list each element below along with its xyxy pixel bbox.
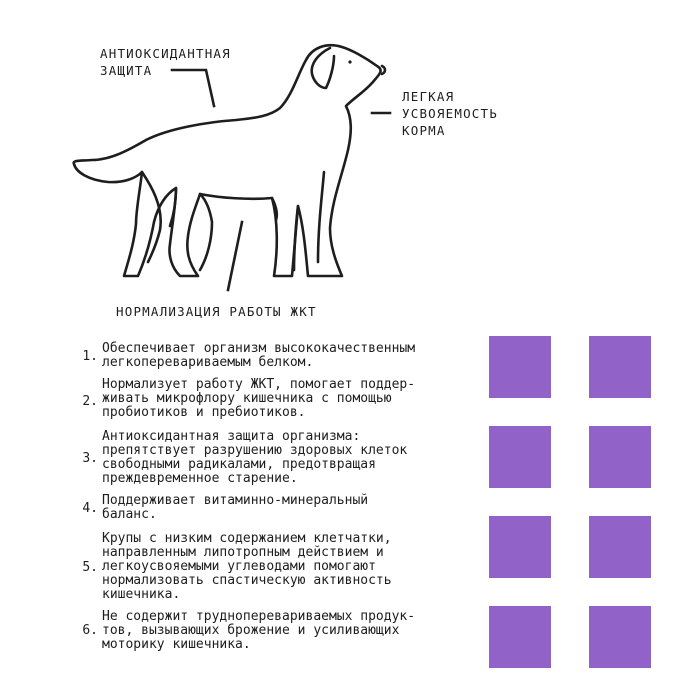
accent-square bbox=[589, 336, 651, 398]
callout-digestibility: ЛЕГКАЯ УСВОЯЕМОСТЬ КОРМА bbox=[402, 89, 498, 138]
benefit-text: Антиоксидантная защита организма: препятствует разрушению здоровых клеток свободными радикалами, предотвращая преждевременное старение. bbox=[102, 429, 408, 486]
benefit-item-1 bbox=[70, 342, 480, 372]
accent-square bbox=[489, 336, 551, 398]
accent-square bbox=[589, 426, 651, 488]
benefit-number: 2. bbox=[82, 394, 98, 409]
gi-leader-line bbox=[228, 222, 242, 290]
benefit-text: Обеспечивает организм высококачественным легкоперевариваемым белком. bbox=[102, 341, 416, 370]
benefit-text: Поддерживает витаминно-минеральный баланс. bbox=[102, 493, 369, 522]
benefit-text: Нормализует работу ЖКТ, помогает поддер- живать микрофлору кишечника с помощью пробиотиков и пребиотиков. bbox=[102, 377, 416, 420]
benefit-item-4 bbox=[70, 494, 480, 524]
benefit-number: 5. bbox=[82, 560, 98, 575]
benefit-text: Не содержит трудноперевариваемых продук- тов, вызывающих брожение и усиливающих моторику кишечника. bbox=[102, 609, 416, 652]
benefit-number: 6. bbox=[82, 623, 98, 638]
accent-square bbox=[589, 606, 651, 668]
benefit-number: 4. bbox=[82, 501, 98, 516]
accent-square bbox=[489, 516, 551, 578]
callout-antioxidant: АНТИОКСИДАНТНАЯ ЗАЩИТА bbox=[100, 46, 231, 78]
callout-gi: НОРМАЛИЗАЦИЯ РАБОТЫ ЖКТ bbox=[116, 304, 317, 319]
accent-square bbox=[589, 516, 651, 578]
benefit-item-3 bbox=[70, 430, 480, 488]
dog-silhouette-icon bbox=[74, 45, 385, 276]
benefit-text: Крупы с низким содержанием клетчатки, направленным липотропным действием и легкоусвояемыми углеводами помогают нормализовать спастическую активность кишечника. bbox=[102, 531, 392, 602]
benefit-item-6 bbox=[70, 610, 480, 654]
benefit-number: 1. bbox=[82, 349, 98, 364]
benefit-number: 3. bbox=[82, 451, 98, 466]
accent-square bbox=[489, 606, 551, 668]
benefit-item-5 bbox=[70, 532, 480, 604]
benefit-item-2 bbox=[70, 378, 480, 422]
accent-square bbox=[489, 426, 551, 488]
